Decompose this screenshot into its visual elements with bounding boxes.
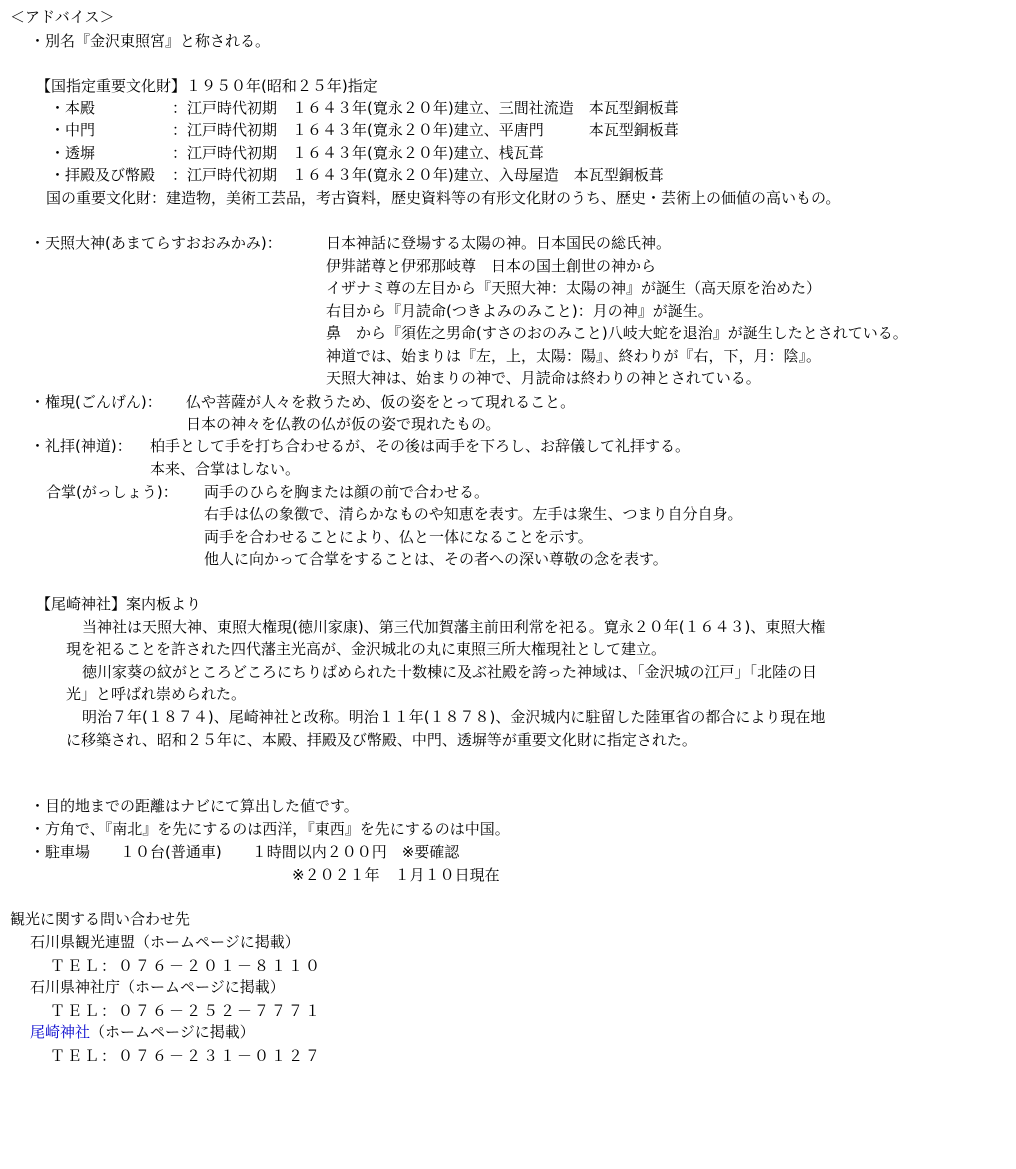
heritage-row-name: ・中門 [50,121,96,139]
ozaki-line: 現を祀ることを許された四代藩主光高が、金沢城北の丸に東照三所大権現社として建立。 [66,640,667,658]
note-line: ・方角で、『南北』を先にするのは西洋，『東西』を先にするのは中国。 [30,820,510,838]
contact-note: （ホームページに掲載） [135,933,300,951]
contact-name: 石川県神社庁 [30,978,121,996]
gongen-line: 仏や菩薩が人々を救うため、仮の姿をとって現れること。 [186,393,576,411]
heritage-title: 【国指定重要文化財】１９５０年(昭和２５年)指定 [36,77,378,95]
gassho-line: 右手は仏の象徴で、清らかなものや知恵を表す。左手は衆生、つまり自分自身。 [204,505,743,523]
ozaki-line: 当神社は天照大神、東照大権現(徳川家康)、第三代加賀藩主前田利常を祀る。寛永２０年(１６４３)、東照大権 [82,618,826,636]
raihai-term: ・礼拝(神道)： [30,437,132,455]
date-note: ※２０２１年 １月１０日現在 [292,866,500,884]
amaterasu-term: ・天照大神(あまてらすおおみかみ)： [30,234,282,252]
heritage-row-name: ・本殿 [50,99,96,117]
ozaki-shrine-link[interactable]: 尾崎神社 [30,1023,91,1041]
contact-entry [30,978,285,996]
amaterasu-line: 右目から『月読命(つきよみのみこと)：月の神』が誕生。 [326,302,713,320]
ozaki-title: 【尾崎神社】案内板より [36,595,202,613]
heritage-row-desc: ：江戸時代初期 １６４３年(寛永２０年)建立、入母屋造 本瓦型銅板葺 [172,166,664,184]
alias-text: ・別名『金沢東照宮』と称される。 [30,32,271,50]
contact-note: （ホームページに掲載） [120,978,285,996]
amaterasu-line: 天照大神は、始まりの神で、月読命は終わりの神とされている。 [326,369,761,387]
contact-tel: ＴＥＬ：０７６－２０１－８１１０ [50,957,323,975]
ozaki-line: に移築され、昭和２５年に、本殿、拝殿及び幣殿、中門、透塀等が重要文化財に指定された。 [66,731,697,749]
gongen-line: 日本の神々を仏教の仏が仮の姿で現れたもの。 [186,415,501,433]
gassho-line: 両手のひらを胸または顔の前で合わせる。 [204,483,490,501]
ozaki-line: 光」と呼ばれ崇められた。 [66,685,247,703]
page-heading: ＜アドバイス＞ [10,8,115,26]
gassho-line: 両手を合わせることにより、仏と一体になることを示す。 [204,528,593,546]
raihai-line: 柏手として手を打ち合わせるが、その後は両手を下ろし、お辞儀して礼拝する。 [150,437,691,455]
heritage-row-desc: ：江戸時代初期 １６４３年(寛永２０年)建立、平唐門 本瓦型銅板葺 [172,121,679,139]
contacts-title: 観光に関する問い合わせ先 [10,910,191,928]
heritage-row-name: ・拝殿及び幣殿 [50,166,156,184]
heritage-row-desc: ：江戸時代初期 １６４３年(寛永２０年)建立、三間社流造 本瓦型銅板葺 [172,99,679,117]
note-line: ・目的地までの距離はナビにて算出した値です。 [30,797,359,815]
contact-name: 石川県観光連盟 [30,933,136,951]
contact-entry [30,1023,255,1041]
raihai-line: 本来、合掌はしない。 [150,460,301,478]
contact-note: （ホームページに掲載） [90,1023,255,1041]
parking-note: ・駐車場 １０台(普通車) １時間以内２００円 ※要確認 [30,843,460,861]
gongen-term: ・権現(ごんげん)： [30,393,162,411]
ozaki-line: 明治７年(１８７４)、尾崎神社と改称。明治１１年(１８７８)、金沢城内に駐留した陸軍省の都合により現在地 [82,708,826,726]
amaterasu-line: 伊弉諾尊と伊邪那岐尊 日本の国土創世の神から [326,257,657,275]
amaterasu-line: 鼻 から『須佐之男命(すさのおのみこと)八岐大蛇を退治』が誕生したとされている。 [326,324,908,342]
amaterasu-line: 日本神話に登場する太陽の神。日本国民の総氏神。 [326,234,672,252]
gassho-line: 他人に向かって合掌をすることは、その者への深い尊敬の念を表す。 [204,550,668,568]
amaterasu-line: 神道では、始まりは『左，上，太陽：陽』、終わりが『右，下，月：陰』。 [326,347,822,365]
contact-tel: ＴＥＬ：０７６－２３１－０１２７ [50,1047,323,1065]
heritage-definition: 国の重要文化財：建造物，美術工芸品，考古資料，歴史資料等の有形文化財のうち、歴史・芸術上の価値の高いもの。 [46,189,841,207]
heritage-row-name: ・透塀 [50,144,96,162]
heritage-row-desc: ：江戸時代初期 １６４３年(寛永２０年)建立、桟瓦葺 [172,144,544,162]
contact-tel: ＴＥＬ：０７６－２５２－７７７１ [50,1002,323,1020]
ozaki-line: 徳川家葵の紋がところどころにちりばめられた十数棟に及ぶ社殿を誇った神域は、「金沢城の江戸」「北陸の日 [82,663,818,681]
contact-entry [30,933,300,951]
gassho-term: 合掌(がっしょう)： [46,483,178,501]
amaterasu-line: イザナミ尊の左目から『天照大神：太陽の神』が誕生（高天原を治めた） [326,279,822,297]
